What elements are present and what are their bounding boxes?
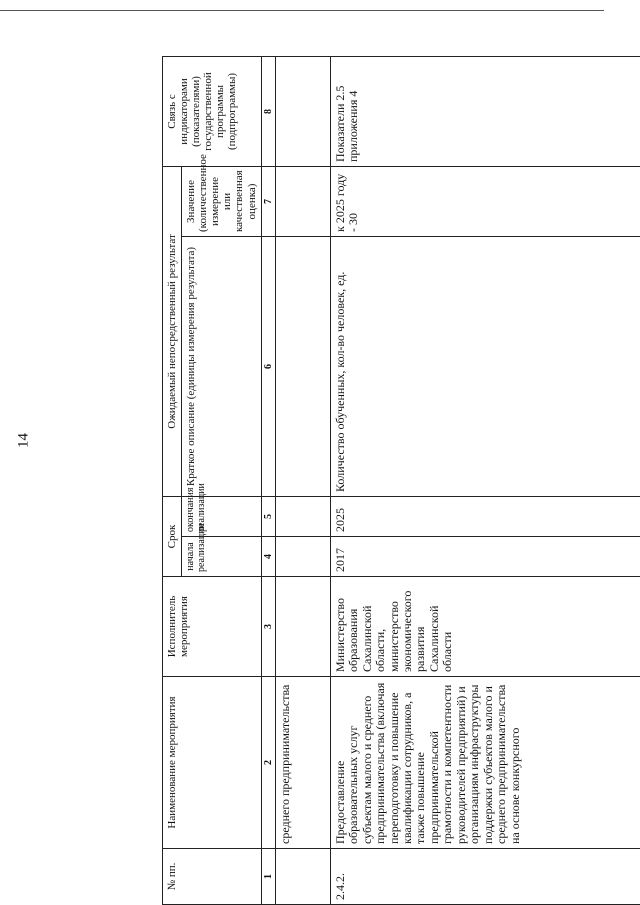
header-name: Наименование мероприятия — [163, 677, 262, 849]
header-start: начала реализации — [182, 537, 262, 577]
table-row-continuation — [275, 56, 330, 904]
column-number: 8 — [261, 56, 275, 166]
cell-link — [275, 56, 330, 166]
cell-value — [275, 166, 330, 236]
cell-end: 2025 — [330, 497, 640, 537]
column-number: 4 — [261, 537, 275, 577]
cell-start: 2017 — [330, 537, 640, 577]
column-number: 7 — [261, 166, 275, 236]
cell-executor — [275, 577, 330, 677]
column-number: 2 — [261, 677, 275, 849]
cell-end — [275, 497, 330, 537]
column-number: 5 — [261, 497, 275, 537]
measures-table — [162, 56, 640, 905]
top-rule — [0, 10, 604, 11]
cell-description: Количество обученных, кол-во человек, ед. — [330, 237, 640, 497]
header-result: Ожидаемый непосредственный результат — [163, 166, 182, 496]
cell-start — [275, 537, 330, 577]
table-row — [330, 56, 640, 904]
column-number: 3 — [261, 577, 275, 677]
rotated-table-wrapper — [162, 57, 632, 905]
column-number: 6 — [261, 237, 275, 497]
column-number: 1 — [261, 849, 275, 905]
column-number-row — [261, 56, 275, 904]
cell-name: Предоставление образовательных услуг субъектам малого и среднего предпринимательства (включая переподготовку и повышение квалификации сотрудников, а также повышение предпринимательской грамотности и компетентности руководителей предприятий) и организациям инфраструктуры поддержки субъектов малого и среднего предпринимательства на основе конкурсного — [330, 677, 640, 849]
page-number: 14 — [15, 433, 32, 448]
header-end: окончания реализации — [182, 497, 262, 537]
header-description: Краткое описание (единицы измерения результата) — [182, 237, 262, 497]
header-value: Значение (количественное измерение или качественная оценка) — [182, 166, 262, 236]
cell-number — [275, 849, 330, 905]
header-number: № пп. — [163, 849, 262, 905]
cell-link: Показатели 2.5 приложения 4 — [330, 56, 640, 166]
header-row-1 — [163, 56, 182, 904]
header-executor: Исполнитель мероприятия — [163, 577, 262, 677]
header-link: Связь с индикаторами (показателями) государственной программы (подпрограммы) — [163, 56, 262, 166]
cell-value: к 2025 году - 30 — [330, 166, 640, 236]
cell-number: 2.4.2. — [330, 849, 640, 905]
header-term: Срок — [163, 497, 182, 577]
cell-description — [275, 237, 330, 497]
cell-name: среднего предпринимательства — [275, 677, 330, 849]
cell-executor: Министерство образования Сахалинской области, министерство экономического развития Сахалинской области — [330, 577, 640, 677]
